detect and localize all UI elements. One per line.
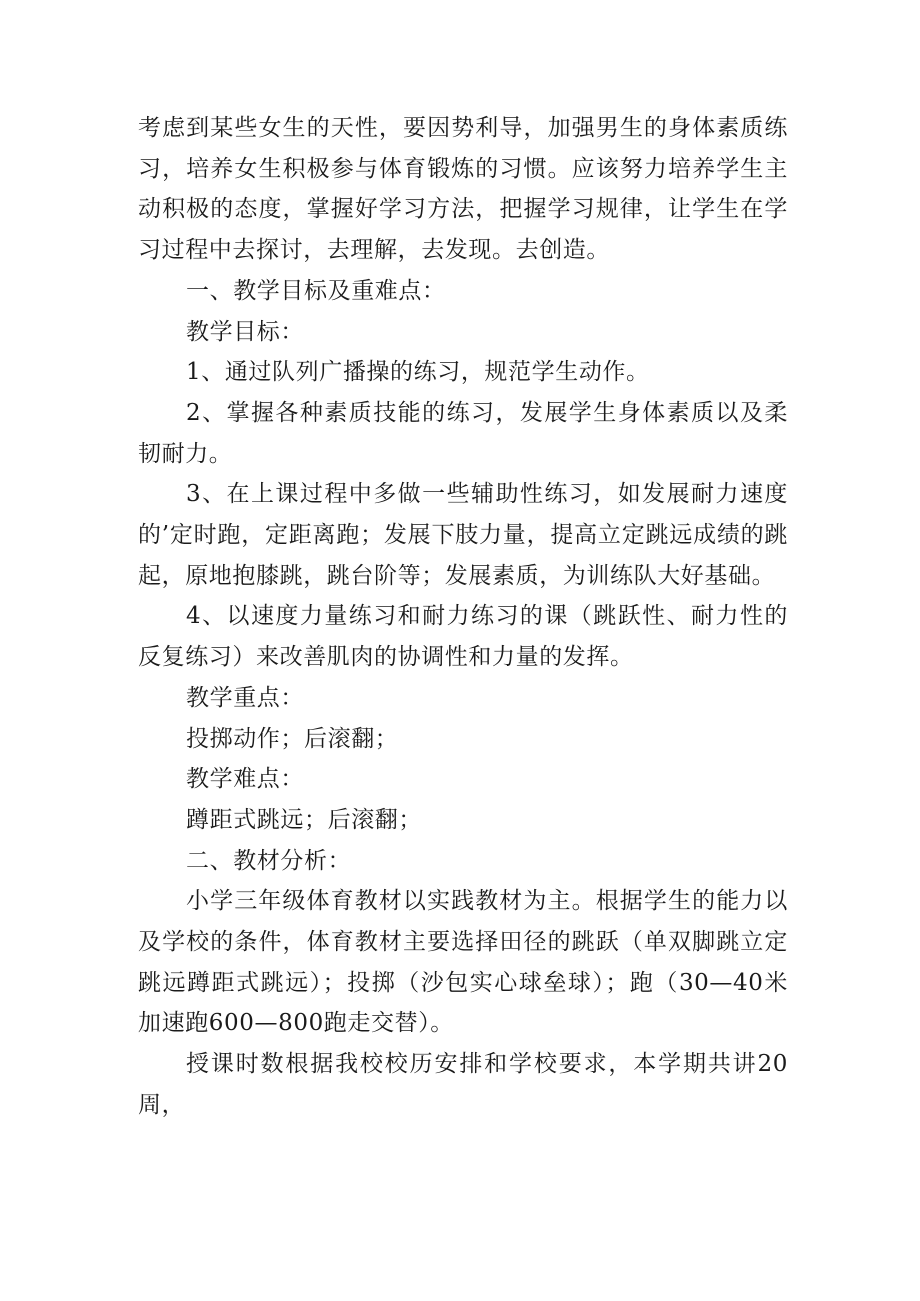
subheading-goals: 教学目标： [186,318,304,345]
list-item-goal-2: 2、掌握各种素质技能的练习，发展学生身体素质以及柔韧耐力。 [138,399,788,467]
list-item-goal-1: 1、通过队列广播操的练习，规范学生动作。 [186,359,650,386]
key-points-text: 投掷动作；后滚翻； [186,725,399,752]
paragraph-intro: 考虑到某些女生的天性，要因势利导，加强男生的身体素质练习，培养女生积极参与体育锻炼的习惯。应该努力培养学生主动积极的态度，掌握好学习方法，把握学习规律，让学生在学习过程中去探讨，去理解，去发现。去创造。 [138,115,788,264]
heading-teaching-goals: 一、教学目标及重难点： [186,277,446,304]
heading-material-analysis: 二、教材分析： [186,847,352,874]
difficulties-text: 蹲距式跳远；后滚翻； [186,806,422,833]
document-body [138,108,788,1126]
list-item-goal-4: 4、以速度力量练习和耐力练习的课（跳跃性、耐力性的反复练习）来改善肌肉的协调性和力量的发挥。 [138,603,788,671]
subheading-key-points: 教学重点： [186,684,304,711]
paragraph-schedule: 授课时数根据我校校历安排和学校要求，本学期共讲20周， [138,1051,788,1118]
subheading-difficulties: 教学难点： [186,766,304,793]
list-item-goal-3: 3、在上课过程中多做一些辅助性练习，如发展耐力速度的’定时跑，定距离跑；发展下肢力量，提高立定跳远成绩的跳起，原地抱膝跳，跳台阶等；发展素质，为训练队大好基础。 [138,481,788,589]
paragraph-material: 小学三年级体育教材以实践教材为主。根据学生的能力以及学校的条件，体育教材主要选择田径的跳跃（单双脚跳立定跳远蹲距式跳远）；投掷（沙包实心球垒球）；跑（30—40米加速跑600—800跑走交替）。 [138,888,788,1037]
